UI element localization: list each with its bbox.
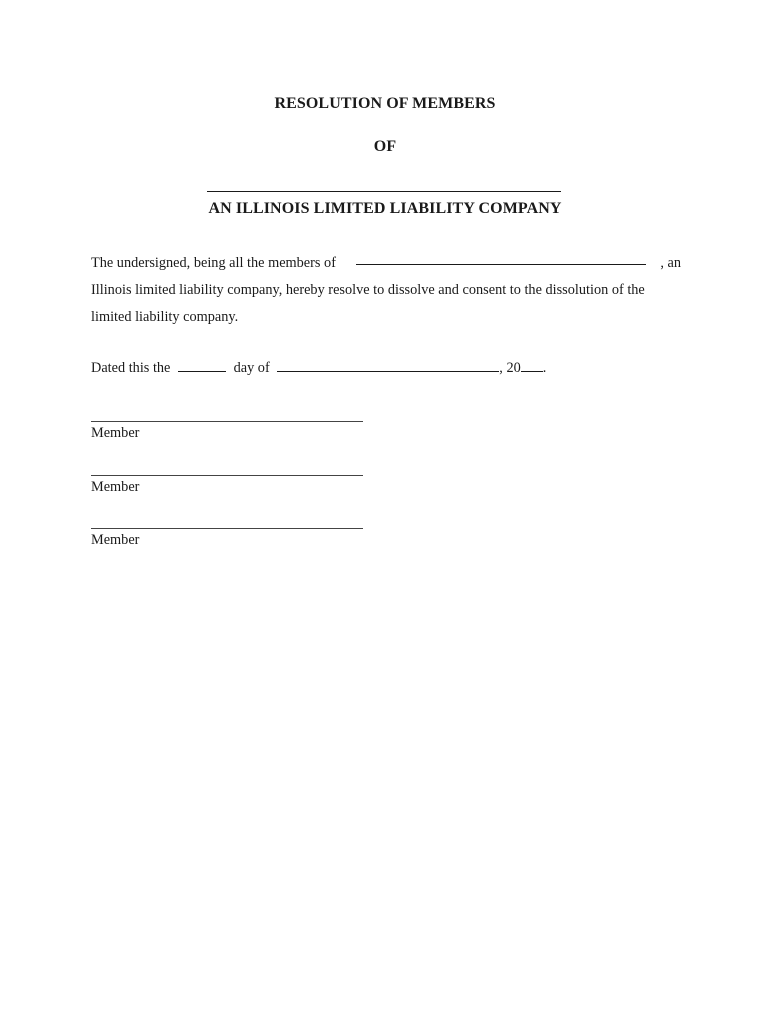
dated-year-prefix: , 20: [499, 360, 521, 376]
signature-line[interactable]: [91, 475, 363, 476]
resolution-paragraph: [91, 250, 681, 331]
dated-line: [91, 357, 546, 377]
signature-label: Member: [91, 479, 140, 495]
document-title: RESOLUTION OF MEMBERS: [274, 95, 496, 112]
resolution-line-2: Illinois limited liability company, hereby resolve to dissolve and consent to the dissolution of the: [91, 282, 645, 298]
month-blank[interactable]: [277, 357, 499, 372]
resolution-line-3: limited liability company.: [91, 309, 239, 325]
signature-label: Member: [91, 532, 140, 548]
member-signature-1: [91, 421, 363, 442]
document-subtitle: AN ILLINOIS LIMITED LIABILITY COMPANY: [208, 200, 562, 217]
members-of-company-blank[interactable]: [356, 250, 646, 265]
resolution-text-start: The undersigned, being all the members of: [91, 255, 336, 271]
company-name-blank[interactable]: [207, 191, 561, 192]
day-blank[interactable]: [178, 357, 226, 372]
resolution-text-an: , an: [660, 255, 681, 271]
document-title-of: OF: [373, 138, 397, 155]
year-blank[interactable]: [521, 357, 543, 372]
resolution-line-1: [91, 250, 681, 277]
dated-prefix: Dated this the: [91, 360, 171, 376]
member-signature-3: [91, 528, 363, 549]
member-signature-2: [91, 475, 363, 496]
dated-day-of: day of: [233, 360, 270, 376]
dated-period: .: [542, 360, 547, 376]
signature-line[interactable]: [91, 528, 363, 529]
signature-label: Member: [91, 425, 140, 441]
signature-line[interactable]: [91, 421, 363, 422]
